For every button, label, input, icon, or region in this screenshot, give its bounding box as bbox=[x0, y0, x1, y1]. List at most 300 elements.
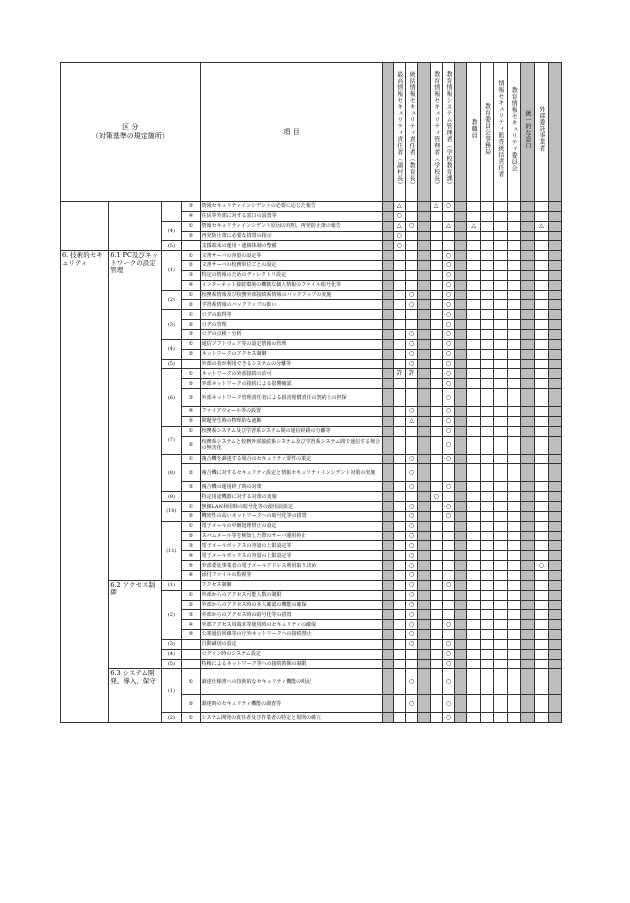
mark-cell bbox=[480, 669, 493, 695]
item-text-cell: 校務系システムと校務外部接続系システム及び学習系システム間で通信する場合の無害化 bbox=[200, 436, 383, 454]
spacer-cell bbox=[418, 561, 430, 571]
mark-cell: ○ bbox=[442, 639, 454, 649]
mark-cell bbox=[480, 379, 493, 389]
item-text-cell: 再発防止策に必要な措置の指示 bbox=[200, 231, 383, 241]
mark-cell bbox=[535, 571, 548, 581]
spacer-cell bbox=[418, 290, 430, 300]
mark-cell: 許 bbox=[405, 369, 417, 379]
spacer-cell bbox=[455, 320, 467, 330]
spacer-cell bbox=[548, 389, 561, 407]
mark-cell bbox=[480, 280, 493, 290]
mark-cell bbox=[430, 280, 442, 290]
mark-cell bbox=[494, 521, 507, 531]
item-text-cell: 特定の情報のためのディレクトリ設定 bbox=[200, 270, 383, 280]
spacer-cell bbox=[383, 571, 393, 581]
spacer-cell bbox=[455, 436, 467, 454]
mark-cell bbox=[507, 320, 520, 330]
sub-number-cell bbox=[182, 659, 200, 669]
mark-cell bbox=[480, 482, 493, 492]
mark-cell bbox=[507, 600, 520, 610]
mark-cell bbox=[535, 531, 548, 541]
item-text-cell: 校務系情報及び校務外部接続系情報のバックアップの実施 bbox=[200, 290, 383, 300]
spacer-cell bbox=[418, 329, 430, 339]
mark-cell bbox=[480, 511, 493, 521]
mark-cell bbox=[480, 531, 493, 541]
mark-cell bbox=[393, 600, 405, 610]
spacer-cell bbox=[383, 202, 393, 212]
mark-cell bbox=[393, 329, 405, 339]
mark-cell bbox=[494, 310, 507, 320]
spacer-cell bbox=[455, 659, 467, 669]
mark-cell bbox=[520, 541, 534, 551]
mark-cell bbox=[520, 610, 534, 620]
mark-cell bbox=[507, 261, 520, 271]
mark-cell bbox=[467, 407, 480, 417]
mark-cell bbox=[405, 713, 417, 723]
spacer-header bbox=[383, 63, 393, 202]
mark-cell bbox=[442, 630, 454, 640]
mark-cell bbox=[430, 649, 442, 659]
mark-cell bbox=[520, 211, 534, 221]
mark-cell bbox=[430, 221, 442, 231]
mark-cell bbox=[535, 349, 548, 359]
mark-cell bbox=[535, 669, 548, 695]
mark-cell bbox=[535, 590, 548, 600]
mark-cell bbox=[430, 349, 442, 359]
mark-cell bbox=[430, 261, 442, 271]
mark-cell: ○ bbox=[442, 349, 454, 359]
mark-cell bbox=[520, 280, 534, 290]
mark-cell bbox=[507, 454, 520, 464]
spacer-cell bbox=[383, 251, 393, 261]
mark-cell bbox=[430, 580, 442, 590]
spacer-cell bbox=[418, 492, 430, 502]
mark-cell: △ bbox=[393, 221, 405, 231]
mark-cell: ○ bbox=[405, 620, 417, 630]
role-header-label: 情報セキュリティ監査統括責任者 bbox=[496, 80, 504, 178]
sub-number-cell: ① bbox=[182, 310, 200, 320]
mark-cell bbox=[520, 464, 534, 482]
mark-cell bbox=[520, 416, 534, 426]
mark-cell: ○ bbox=[405, 639, 417, 649]
mark-cell bbox=[393, 571, 405, 581]
mark-cell bbox=[507, 561, 520, 571]
spacer-cell bbox=[383, 280, 393, 290]
sub-number-cell: ② bbox=[182, 349, 200, 359]
sub-number-cell: ① bbox=[182, 590, 200, 600]
mark-cell bbox=[507, 359, 520, 369]
mark-cell: ○ bbox=[405, 359, 417, 369]
mark-cell bbox=[430, 329, 442, 339]
spacer-cell bbox=[418, 639, 430, 649]
mark-cell bbox=[494, 659, 507, 669]
mark-cell bbox=[442, 531, 454, 541]
item-text-cell: ネットワークのアクセス制御 bbox=[200, 349, 383, 359]
spacer-cell bbox=[548, 713, 561, 723]
mark-cell bbox=[430, 482, 442, 492]
mark-cell bbox=[520, 320, 534, 330]
mark-cell bbox=[430, 713, 442, 723]
sub-number-cell: ① bbox=[182, 251, 200, 261]
spacer-cell bbox=[418, 310, 430, 320]
subsection-cell: 6.2 アクセス制御 bbox=[109, 580, 161, 669]
mark-cell bbox=[520, 231, 534, 241]
mark-cell bbox=[535, 492, 548, 502]
role-header-label: 統一的な窓口 bbox=[524, 109, 532, 149]
mark-cell: ○ bbox=[442, 359, 454, 369]
mark-cell bbox=[430, 531, 442, 541]
spacer-cell bbox=[383, 659, 393, 669]
mark-cell: ○ bbox=[405, 571, 417, 581]
mark-cell: ○ bbox=[405, 669, 417, 695]
mark-cell bbox=[393, 300, 405, 310]
mark-cell bbox=[535, 339, 548, 349]
mark-cell bbox=[494, 639, 507, 649]
mark-cell bbox=[494, 221, 507, 231]
sub-number-cell: ② bbox=[182, 300, 200, 310]
mark-cell bbox=[442, 551, 454, 561]
mark-cell bbox=[393, 492, 405, 502]
mark-cell bbox=[520, 300, 534, 310]
spacer-cell bbox=[455, 610, 467, 620]
mark-cell bbox=[405, 426, 417, 436]
item-text-cell: 添付ファイルの監視等 bbox=[200, 571, 383, 581]
mark-cell bbox=[430, 339, 442, 349]
mark-cell bbox=[520, 369, 534, 379]
item-text-cell: 外部からのアクセス時の暗号化等の措置 bbox=[200, 610, 383, 620]
spacer-cell bbox=[455, 580, 467, 590]
mark-cell bbox=[393, 551, 405, 561]
mark-cell bbox=[480, 369, 493, 379]
mark-cell bbox=[467, 426, 480, 436]
mark-cell bbox=[520, 310, 534, 320]
mark-cell bbox=[480, 571, 493, 581]
mark-cell bbox=[494, 416, 507, 426]
role-header bbox=[405, 63, 417, 202]
spacer-cell bbox=[548, 561, 561, 571]
sub-number-cell: ① bbox=[182, 221, 200, 231]
role-header-label: 最高情報セキュリティ責任者（副村長） bbox=[395, 70, 403, 188]
sub-number-cell: ④ bbox=[182, 620, 200, 630]
item-text-cell: ログの取得等 bbox=[200, 310, 383, 320]
spacer-cell bbox=[418, 630, 430, 640]
sub-number-cell: ③ bbox=[182, 610, 200, 620]
mark-cell bbox=[393, 454, 405, 464]
spacer-cell bbox=[548, 339, 561, 349]
sub-number-cell: ④ bbox=[182, 407, 200, 417]
mark-cell bbox=[507, 502, 520, 512]
spacer-cell bbox=[418, 551, 430, 561]
mark-cell bbox=[494, 270, 507, 280]
mark-cell bbox=[480, 610, 493, 620]
header-row bbox=[61, 63, 562, 202]
mark-cell bbox=[507, 211, 520, 221]
spacer-cell bbox=[548, 659, 561, 669]
mark-cell bbox=[405, 492, 417, 502]
mark-cell bbox=[520, 482, 534, 492]
mark-cell bbox=[467, 202, 480, 212]
mark-cell: ○ bbox=[430, 492, 442, 502]
mark-cell bbox=[393, 610, 405, 620]
spacer-cell bbox=[418, 436, 430, 454]
mark-cell bbox=[430, 669, 442, 695]
item-text-cell: ログの管理 bbox=[200, 320, 383, 330]
spacer-cell bbox=[548, 600, 561, 610]
mark-cell bbox=[405, 436, 417, 454]
sub-number-cell bbox=[182, 580, 200, 590]
mark-cell bbox=[467, 492, 480, 502]
mark-cell bbox=[442, 241, 454, 251]
mark-cell bbox=[467, 541, 480, 551]
spacer-cell bbox=[455, 241, 467, 251]
mark-cell bbox=[405, 251, 417, 261]
mark-cell bbox=[494, 407, 507, 417]
spacer-cell bbox=[548, 620, 561, 630]
item-text-cell: 文書サーバの校務単位ごとの設定 bbox=[200, 261, 383, 271]
spacer-cell bbox=[455, 359, 467, 369]
mark-cell: ○ bbox=[405, 329, 417, 339]
spacer-cell bbox=[383, 649, 393, 659]
mark-cell bbox=[507, 251, 520, 261]
item-text-cell: ログの点検・分析 bbox=[200, 329, 383, 339]
mark-cell bbox=[535, 639, 548, 649]
spacer-cell bbox=[455, 561, 467, 571]
mark-cell bbox=[507, 521, 520, 531]
item-text-cell: 外部からのアクセス可能人数の制限 bbox=[200, 590, 383, 600]
spacer-cell bbox=[455, 571, 467, 581]
item-text-cell: 機密性の高いネットワークへの暗号化等の措置 bbox=[200, 511, 383, 521]
spacer-header bbox=[548, 63, 561, 202]
spacer-cell bbox=[455, 590, 467, 600]
mark-cell bbox=[393, 482, 405, 492]
mark-cell bbox=[494, 349, 507, 359]
mark-cell bbox=[393, 416, 405, 426]
mark-cell bbox=[480, 502, 493, 512]
mark-cell bbox=[467, 349, 480, 359]
sub-number-cell: ③ bbox=[182, 270, 200, 280]
spacer-cell bbox=[548, 211, 561, 221]
spacer-cell bbox=[383, 241, 393, 251]
mark-cell bbox=[442, 464, 454, 482]
responsibility-matrix-table bbox=[60, 62, 562, 723]
mark-cell bbox=[467, 639, 480, 649]
spacer-cell bbox=[455, 551, 467, 561]
mark-cell bbox=[535, 454, 548, 464]
mark-cell bbox=[520, 502, 534, 512]
mark-cell: ○ bbox=[405, 339, 417, 349]
mark-cell bbox=[430, 290, 442, 300]
spacer-cell bbox=[418, 454, 430, 464]
spacer-cell bbox=[418, 211, 430, 221]
mark-cell bbox=[520, 407, 534, 417]
spacer-cell bbox=[383, 270, 393, 280]
spacer-cell bbox=[418, 416, 430, 426]
mark-cell bbox=[535, 659, 548, 669]
spacer-cell bbox=[455, 407, 467, 417]
spacer-header bbox=[418, 63, 430, 202]
mark-cell bbox=[467, 359, 480, 369]
mark-cell: ○ bbox=[405, 551, 417, 561]
mark-cell: ○ bbox=[405, 407, 417, 417]
mark-cell bbox=[393, 436, 405, 454]
item-header: 項 目 bbox=[200, 63, 383, 202]
mark-cell bbox=[507, 511, 520, 521]
mark-cell bbox=[520, 639, 534, 649]
mark-cell bbox=[494, 580, 507, 590]
spacer-cell bbox=[418, 339, 430, 349]
spacer-cell bbox=[548, 359, 561, 369]
mark-cell bbox=[430, 270, 442, 280]
mark-cell bbox=[467, 211, 480, 221]
item-text-cell: 無線LAN利用時の暗号化等の使用前設定 bbox=[200, 502, 383, 512]
spacer-cell bbox=[455, 300, 467, 310]
mark-cell bbox=[494, 620, 507, 630]
mark-cell bbox=[520, 669, 534, 695]
mark-cell: ○ bbox=[442, 270, 454, 280]
sub-number-cell: ④ bbox=[182, 280, 200, 290]
role-header bbox=[467, 63, 480, 202]
sub-number-cell: ⑥ bbox=[182, 571, 200, 581]
role-header bbox=[520, 63, 534, 202]
mark-cell bbox=[405, 649, 417, 659]
mark-cell bbox=[535, 359, 548, 369]
sub-number-cell: ② bbox=[182, 531, 200, 541]
mark-cell bbox=[467, 600, 480, 610]
mark-cell bbox=[393, 502, 405, 512]
item-text-cell: 電子メールの中継処理禁止の設定 bbox=[200, 521, 383, 531]
mark-cell bbox=[405, 320, 417, 330]
mark-cell: ○ bbox=[535, 561, 548, 571]
spacer-cell bbox=[383, 454, 393, 464]
mark-cell bbox=[393, 310, 405, 320]
spacer-cell bbox=[383, 261, 393, 271]
item-number-cell: (3) bbox=[161, 639, 182, 649]
item-number-cell: (6) bbox=[161, 369, 182, 426]
mark-cell: ○ bbox=[442, 329, 454, 339]
mark-cell bbox=[467, 571, 480, 581]
spacer-cell bbox=[548, 649, 561, 659]
spacer-cell bbox=[383, 329, 393, 339]
mark-cell bbox=[480, 630, 493, 640]
mark-cell bbox=[430, 426, 442, 436]
role-header-label: 統括情報セキュリティ責任者（教育長） bbox=[408, 70, 416, 188]
mark-cell bbox=[442, 600, 454, 610]
mark-cell bbox=[467, 502, 480, 512]
mark-cell bbox=[520, 695, 534, 713]
mark-cell bbox=[535, 270, 548, 280]
mark-cell bbox=[430, 407, 442, 417]
mark-cell bbox=[507, 639, 520, 649]
mark-cell bbox=[480, 426, 493, 436]
mark-cell bbox=[507, 202, 520, 212]
spacer-cell bbox=[455, 202, 467, 212]
mark-cell bbox=[520, 379, 534, 389]
mark-cell bbox=[520, 531, 534, 541]
mark-cell bbox=[520, 649, 534, 659]
mark-cell: ○ bbox=[405, 482, 417, 492]
mark-cell bbox=[520, 251, 534, 261]
spacer-cell bbox=[418, 482, 430, 492]
mark-cell bbox=[467, 659, 480, 669]
sub-number-cell: ② bbox=[182, 320, 200, 330]
mark-cell bbox=[467, 620, 480, 630]
mark-cell bbox=[520, 571, 534, 581]
mark-cell bbox=[494, 231, 507, 241]
mark-cell bbox=[430, 620, 442, 630]
mark-cell: ○ bbox=[442, 416, 454, 426]
mark-cell bbox=[494, 320, 507, 330]
mark-cell bbox=[393, 261, 405, 271]
mark-cell bbox=[535, 251, 548, 261]
mark-cell bbox=[405, 270, 417, 280]
mark-cell bbox=[507, 610, 520, 620]
item-text-cell: 校務系システム及び学習系システム間の通信経路の分離等 bbox=[200, 426, 383, 436]
spacer-cell bbox=[548, 221, 561, 231]
spacer-cell bbox=[418, 300, 430, 310]
mark-cell bbox=[430, 231, 442, 241]
sub-number-cell: ④ bbox=[182, 551, 200, 561]
mark-cell: ○ bbox=[405, 221, 417, 231]
section-cell: 6. 技術的セキュリティ bbox=[61, 251, 109, 723]
mark-cell bbox=[480, 202, 493, 212]
role-header-label: 外部委託事業者 bbox=[537, 106, 545, 152]
mark-cell bbox=[393, 320, 405, 330]
mark-cell bbox=[467, 300, 480, 310]
mark-cell bbox=[507, 369, 520, 379]
spacer-cell bbox=[548, 261, 561, 271]
mark-cell bbox=[405, 202, 417, 212]
mark-cell bbox=[494, 280, 507, 290]
spacer-cell bbox=[455, 416, 467, 426]
mark-cell bbox=[393, 270, 405, 280]
spacer-cell bbox=[383, 620, 393, 630]
mark-cell bbox=[520, 620, 534, 630]
spacer-cell bbox=[548, 280, 561, 290]
spacer-cell bbox=[383, 436, 393, 454]
mark-cell bbox=[393, 541, 405, 551]
spacer-cell bbox=[418, 610, 430, 620]
spacer-cell bbox=[418, 511, 430, 521]
spacer-cell bbox=[418, 426, 430, 436]
mark-cell bbox=[535, 241, 548, 251]
spacer-cell bbox=[455, 620, 467, 630]
mark-cell bbox=[393, 590, 405, 600]
item-number-cell: (1) bbox=[161, 669, 182, 713]
spacer-cell bbox=[418, 280, 430, 290]
mark-cell bbox=[535, 369, 548, 379]
item-text-cell: ファイアウォール等の設置 bbox=[200, 407, 383, 417]
spacer-cell bbox=[455, 231, 467, 241]
mark-cell bbox=[442, 541, 454, 551]
mark-cell: ○ bbox=[442, 290, 454, 300]
mark-cell bbox=[480, 695, 493, 713]
mark-cell bbox=[507, 482, 520, 492]
mark-cell bbox=[393, 379, 405, 389]
mark-cell bbox=[507, 416, 520, 426]
item-text-cell: 複合機に対するセキュリティ設定と情報セキュリティインシデント対策の実施 bbox=[200, 464, 383, 482]
mark-cell bbox=[494, 713, 507, 723]
mark-cell bbox=[520, 290, 534, 300]
spacer-cell bbox=[383, 511, 393, 521]
mark-cell bbox=[430, 695, 442, 713]
mark-cell: ○ bbox=[442, 713, 454, 723]
mark-cell bbox=[494, 329, 507, 339]
role-header bbox=[430, 63, 442, 202]
spacer-cell bbox=[418, 407, 430, 417]
table-row bbox=[61, 669, 562, 695]
mark-cell bbox=[480, 649, 493, 659]
spacer-cell bbox=[455, 280, 467, 290]
